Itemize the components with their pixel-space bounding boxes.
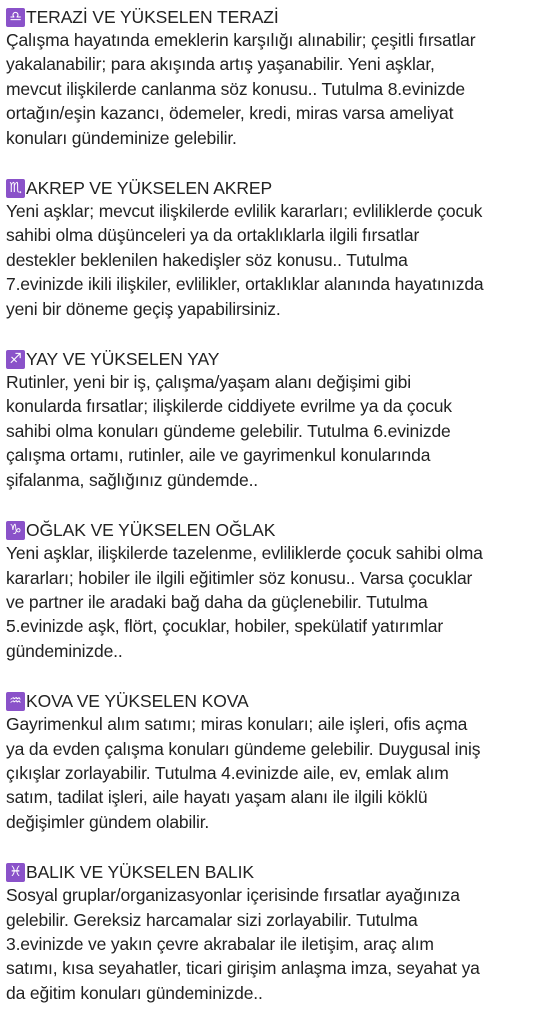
body-line: yeni bir döneme geçiş yapabilirsiniz. bbox=[6, 298, 281, 319]
body-line: satımı, kısa seyahatler, ticari girişim anlaşma imza, seyahat ya bbox=[6, 958, 480, 979]
body-line: gündeminizde.. bbox=[6, 640, 123, 661]
body-line: şifalanma, sağlığınız gündemde.. bbox=[6, 469, 259, 490]
section-heading bbox=[6, 861, 544, 883]
body-line: kararları; hobiler ile ilgili eğitimler söz konusu.. Varsa çocuklar bbox=[6, 567, 473, 588]
body-line: ya da evden çalışma konuları gündeme gelebilir. Duygusal iniş bbox=[6, 738, 481, 759]
body-line: Yeni aşklar; mevcut ilişkilerde evlilik kararları; evliliklerde çocuk bbox=[6, 201, 483, 222]
sagittarius-icon: ♐ bbox=[6, 350, 25, 369]
body-line: Yeni aşklar, ilişkilerde tazelenme, evliliklerde çocuk sahibi olma bbox=[6, 543, 483, 564]
sign-section-scorpio bbox=[6, 177, 544, 321]
body-line: satım, tadilat işleri, aile hayatı yaşam alanı ile ilgili köklü bbox=[6, 787, 428, 808]
sign-section-capricorn bbox=[6, 519, 544, 663]
heading-text: AKREP VE YÜKSELEN AKREP bbox=[26, 178, 273, 199]
pisces-icon: ♓ bbox=[6, 863, 25, 882]
section-body bbox=[6, 541, 544, 663]
body-line: ve partner ile aradaki bağ daha da güçlenebilir. Tutulma bbox=[6, 591, 428, 612]
body-line: gelebilir. Gereksiz harcamalar sizi zorlayabilir. Tutulma bbox=[6, 909, 418, 930]
body-line: 3.evinizde ve yakın çevre akrabalar ile iletişim, araç alım bbox=[6, 933, 434, 954]
body-line: 5.evinizde aşk, flört, çocuklar, hobiler, spekülatif yatırımlar bbox=[6, 616, 443, 637]
body-line: konuları gündeminize gelebilir. bbox=[6, 127, 237, 148]
section-body bbox=[6, 28, 544, 150]
body-line: 7.evinizde ikili ilişkiler, evlilikler, ortaklıklar alanında hayatınızda bbox=[6, 274, 484, 295]
sign-section-pisces bbox=[6, 861, 544, 1005]
body-line: Gayrimenkul alım satımı; miras konuları; aile işleri, ofis açma bbox=[6, 714, 468, 735]
heading-text: TERAZİ VE YÜKSELEN TERAZİ bbox=[26, 7, 279, 27]
capricorn-icon: ♑ bbox=[6, 521, 25, 540]
body-line: da eğitim konuları gündeminizde.. bbox=[6, 982, 263, 1003]
body-line: Çalışma hayatında emeklerin karşılığı alınabilir; çeşitli fırsatlar bbox=[6, 30, 476, 50]
heading-text: OĞLAK VE YÜKSELEN OĞLAK bbox=[26, 520, 276, 541]
sign-section-aquarius bbox=[6, 690, 544, 834]
body-line: sahibi olma konuları gündeme gelebilir. Tutulma 6.evinizde bbox=[6, 420, 451, 441]
body-line: çalışma ortamı, rutinler, aile ve gayrimenkul konularında bbox=[6, 445, 431, 466]
sign-section-sagittarius bbox=[6, 348, 544, 492]
sign-section-libra bbox=[6, 6, 544, 150]
section-body bbox=[6, 370, 544, 492]
body-line: Sosyal gruplar/organizasyonlar içerisinde fırsatlar ayağınıza bbox=[6, 885, 460, 906]
section-heading bbox=[6, 519, 544, 541]
section-heading bbox=[6, 690, 544, 712]
body-line: yakalanabilir; para akışında artış yaşanabilir. Yeni aşklar, bbox=[6, 54, 435, 75]
body-line: değişimler gündem olabilir. bbox=[6, 811, 210, 832]
body-line: destekler beklenilen hakedişler söz konusu.. Tutulma bbox=[6, 249, 408, 270]
section-heading bbox=[6, 6, 544, 28]
heading-text: BALIK VE YÜKSELEN BALIK bbox=[26, 862, 254, 883]
body-line: konularda fırsatlar; ilişkilerde ciddiyete evrilme ya da çocuk bbox=[6, 396, 452, 417]
section-heading bbox=[6, 177, 544, 199]
body-line: ortağın/eşin kazancı, ödemeler, kredi, miras varsa ameliyat bbox=[6, 103, 454, 124]
aquarius-icon: ♒ bbox=[6, 692, 25, 711]
section-body bbox=[6, 712, 544, 834]
body-line: çıkışlar zorlayabilir. Tutulma 4.evinizde aile, ev, emlak alım bbox=[6, 762, 449, 783]
section-heading bbox=[6, 348, 544, 370]
scorpio-icon: ♏ bbox=[6, 179, 25, 198]
section-body bbox=[6, 199, 544, 321]
body-line: mevcut ilişkilerde canlanma söz konusu.. Tutulma 8.evinizde bbox=[6, 78, 466, 99]
body-line: Rutinler, yeni bir iş, çalışma/yaşam alanı değişimi gibi bbox=[6, 372, 411, 393]
section-body bbox=[6, 883, 544, 1005]
libra-icon: ♎ bbox=[6, 8, 25, 27]
heading-text: KOVA VE YÜKSELEN KOVA bbox=[26, 691, 249, 712]
heading-text: YAY VE YÜKSELEN YAY bbox=[26, 349, 220, 370]
body-line: sahibi olma düşünceleri ya da ortaklıklarla ilgili fırsatlar bbox=[6, 225, 420, 246]
